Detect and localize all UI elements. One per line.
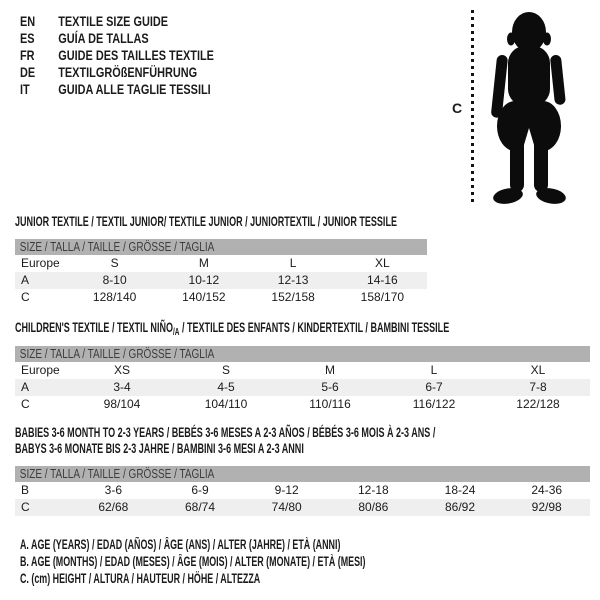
height-measure-label: C [452,100,463,116]
language-code: DE [20,64,36,80]
table-cell: 4-5 [217,380,235,394]
babies-table-title [15,424,600,456]
table-cell: L [430,363,438,377]
row-label: C [21,397,30,411]
language-title: TEXTILGRÖßENFÜHRUNG [58,64,198,80]
table-cell: M [325,363,335,377]
children-size-table [15,346,590,413]
babies-table-rows [15,482,590,516]
table-cell: 3-4 [113,380,131,394]
table-cell: 68/74 [184,500,216,514]
table-cell: 18-24 [444,483,476,497]
junior-table-rows [15,255,427,306]
table-cell: 152/158 [271,290,315,304]
table-cell: 98/104 [103,397,141,411]
table-cell: 140/152 [182,290,226,304]
table-cell: 6-9 [191,483,209,497]
table-row [15,499,590,516]
table-row [15,272,427,289]
table-cell: XL [375,256,390,270]
legend-line-c: C. (cm) HEIGHT / ALTURA / HAUTEUR / HÖHE / ALTEZZA [20,571,261,586]
table-cell: 122/128 [516,397,560,411]
language-row [20,64,214,81]
language-title-block [20,13,269,98]
table-cell: 92/98 [531,500,562,514]
toddler-silhouette-icon [484,8,576,208]
legend-line-b: B. AGE (MONTHS) / EDAD (MESES) / ÂGE (MOIS) / ALTER (MONATE) / ETÀ (MESI) [20,554,366,569]
children-title-pre: CHILDREN'S TEXTILE / TEXTIL NIÑO [15,319,174,335]
table-cell: 104/110 [204,397,248,411]
language-row [20,81,214,98]
language-code: ES [20,30,35,46]
table-cell: 128/140 [92,290,137,304]
size-header-bar [15,466,590,482]
size-header-label: SIZE / TALLA / TAILLE / GRÖSSE / TAGLIA [19,240,215,254]
table-cell: 110/116 [309,397,351,411]
table-row [15,396,590,413]
table-cell: L [289,256,297,270]
table-cell: XS [113,363,130,377]
table-row [15,255,427,272]
row-label: C [21,500,30,514]
language-code: IT [20,81,30,97]
table-cell: 62/68 [98,500,129,514]
table-cell: 24-36 [531,483,563,497]
table-cell: 10-12 [188,273,220,287]
language-row [20,30,214,47]
row-label: Europe [21,256,60,270]
table-cell: XL [530,363,546,377]
table-cell: S [221,363,230,377]
size-header-bar [15,239,427,255]
table-cell: 8-10 [102,273,127,287]
language-title: GUÍA DE TALLAS [58,30,149,46]
table-row [15,362,590,379]
table-cell: 116/122 [412,397,456,411]
language-row [20,47,214,64]
language-title: GUIDE DES TAILLES TEXTILE [58,47,214,63]
legend-block [20,536,543,587]
size-header-label: SIZE / TALLA / TAILLE / GRÖSSE / TAGLIA [19,347,215,361]
language-code: EN [20,13,36,29]
table-cell: 5-6 [321,380,339,394]
table-cell: 6-7 [425,380,443,394]
row-label: A [21,273,30,287]
babies-size-table [15,466,590,516]
row-label: Europe [21,363,60,377]
babies-title-line1: BABIES 3-6 MONTH TO 2-3 YEARS / BEBÉS 3-6 MESES A 2-3 AÑOS / BÉBÉS 3-6 MOIS À 2-3 ANS / [15,424,436,440]
language-code: FR [20,47,35,63]
table-cell: S [110,256,119,270]
height-measure-line [471,10,474,202]
junior-table-title: JUNIOR TEXTILE / TEXTIL JUNIOR/ TEXTILE JUNIOR / JUNIORTEXTIL / JUNIOR TESSILE [15,213,397,229]
table-cell: 14-16 [367,273,398,287]
table-cell: 74/80 [271,500,302,514]
row-label: A [21,380,30,394]
size-header-label: SIZE / TALLA / TAILLE / GRÖSSE / TAGLIA [19,467,215,481]
children-title-sub: /A [173,327,180,338]
table-cell: 12-18 [358,483,389,497]
language-title: TEXTILE SIZE GUIDE [58,13,169,29]
table-cell: 80/86 [358,500,389,514]
table-cell: 9-12 [274,483,299,497]
table-row [15,289,427,306]
row-label: B [21,483,30,497]
junior-size-table [15,239,427,306]
table-cell: 86/92 [445,500,476,514]
table-cell: 12-13 [277,273,309,287]
table-cell: M [198,256,209,270]
legend-line-a: A. AGE (YEARS) / EDAD (AÑOS) / ÂGE (ANS) / ALTER (JAHRE) / ETÀ (ANNI) [20,537,341,552]
language-row [20,13,214,30]
table-cell: 158/170 [360,290,405,304]
table-row [15,379,590,396]
babies-title-line2: BABYS 3-6 MONATE BIS 2-3 JAHRE / BAMBINI 3-6 MESI A 2-3 ANNI [15,440,304,456]
children-title-post: / TEXTILE DES ENFANTS / KINDERTEXTIL / BAMBINI TESSILE [179,319,450,335]
language-title: GUIDA ALLE TAGLIE TESSILI [58,81,211,97]
table-cell: 3-6 [104,483,122,497]
size-header-bar [15,346,590,362]
children-table-rows [15,362,590,413]
row-label: C [21,290,30,304]
table-cell: 7-8 [529,380,547,394]
children-table-title [15,319,449,341]
table-row [15,482,590,499]
